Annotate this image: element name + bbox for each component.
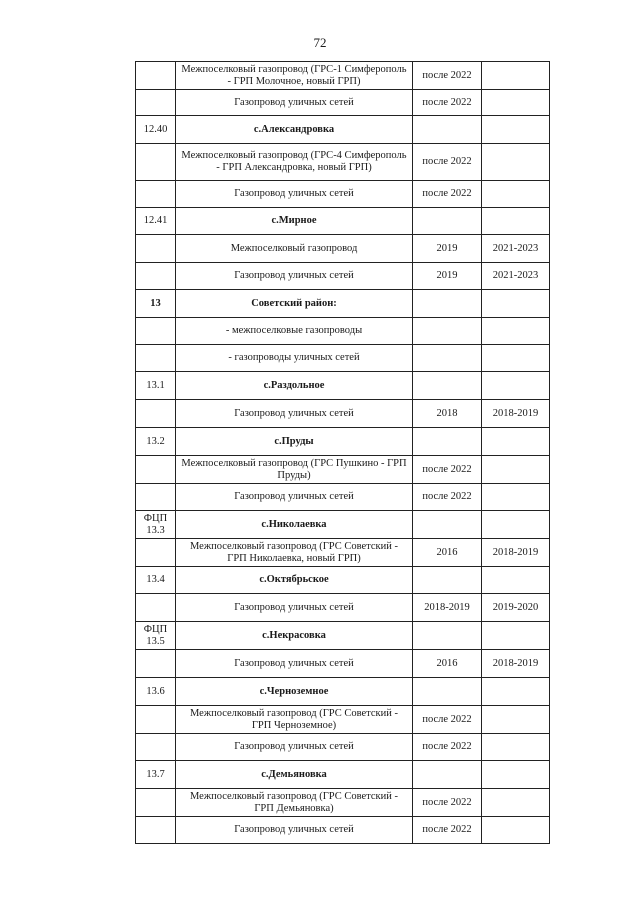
- period-end: [482, 372, 550, 400]
- row-number: [136, 345, 176, 372]
- period-end: 2021-2023: [482, 263, 550, 290]
- table-row: [136, 650, 550, 678]
- row-number: [136, 594, 176, 622]
- period-end: [482, 456, 550, 484]
- section-title: с.Некрасовка: [176, 622, 413, 650]
- object-name: Межпоселковый газопровод (ГРС Советский - ГРП Демьяновка): [176, 789, 413, 817]
- period-end: [482, 116, 550, 144]
- row-number: [136, 235, 176, 263]
- period-end: [482, 817, 550, 844]
- row-number: ФЦП 13.5: [136, 622, 176, 650]
- period-end: [482, 345, 550, 372]
- section-title: Советский район:: [176, 290, 413, 318]
- table-row: [136, 144, 550, 181]
- section-row: [136, 372, 550, 400]
- row-number: 13.1: [136, 372, 176, 400]
- period-start: после 2022: [413, 90, 482, 116]
- period-end: 2018-2019: [482, 400, 550, 428]
- table-row: [136, 90, 550, 116]
- period-end: [482, 706, 550, 734]
- table-row: [136, 62, 550, 90]
- period-end: [482, 90, 550, 116]
- period-end: [482, 484, 550, 511]
- period-end: [482, 290, 550, 318]
- row-number: 13.7: [136, 761, 176, 789]
- section-title: с.Александровка: [176, 116, 413, 144]
- row-number: [136, 318, 176, 345]
- period-start: после 2022: [413, 484, 482, 511]
- object-name: Газопровод уличных сетей: [176, 90, 413, 116]
- object-name: Межпоселковый газопровод (ГРС Пушкино - ГРП Пруды): [176, 456, 413, 484]
- table-row: [136, 734, 550, 761]
- period-start: [413, 345, 482, 372]
- period-start: после 2022: [413, 706, 482, 734]
- page-number: 72: [313, 35, 327, 50]
- table-row: [136, 181, 550, 208]
- period-start: 2018: [413, 400, 482, 428]
- period-start: [413, 428, 482, 456]
- section-row: [136, 116, 550, 144]
- period-end: [482, 318, 550, 345]
- object-name: Межпоселковый газопровод (ГРС-1 Симферополь - ГРП Молочное, новый ГРП): [176, 62, 413, 90]
- period-start: [413, 290, 482, 318]
- period-start: [413, 567, 482, 594]
- object-name: Межпоселковый газопровод (ГРС-4 Симферополь - ГРП Александровка, новый ГРП): [176, 144, 413, 181]
- table-row: [136, 484, 550, 511]
- row-number: [136, 650, 176, 678]
- table-row: [136, 456, 550, 484]
- period-start: после 2022: [413, 456, 482, 484]
- row-number: ФЦП 13.3: [136, 511, 176, 539]
- period-start: 2018-2019: [413, 594, 482, 622]
- table-row: [136, 817, 550, 844]
- row-number: [136, 817, 176, 844]
- period-start: после 2022: [413, 734, 482, 761]
- row-number: [136, 263, 176, 290]
- row-number: 13.2: [136, 428, 176, 456]
- period-end: [482, 181, 550, 208]
- period-start: после 2022: [413, 62, 482, 90]
- period-end: [482, 62, 550, 90]
- period-start: [413, 622, 482, 650]
- section-title: с.Октябрьское: [176, 567, 413, 594]
- table-row: [136, 594, 550, 622]
- section-title: с.Пруды: [176, 428, 413, 456]
- row-number: [136, 144, 176, 181]
- period-end: 2021-2023: [482, 235, 550, 263]
- period-start: 2016: [413, 650, 482, 678]
- section-row: [136, 290, 550, 318]
- row-number: 13.4: [136, 567, 176, 594]
- row-number: [136, 539, 176, 567]
- row-number: [136, 181, 176, 208]
- period-end: [482, 511, 550, 539]
- period-start: [413, 678, 482, 706]
- table-row: [136, 789, 550, 817]
- period-start: [413, 761, 482, 789]
- period-start: 2016: [413, 539, 482, 567]
- section-title: с.Николаевка: [176, 511, 413, 539]
- period-end: [482, 622, 550, 650]
- row-number: [136, 706, 176, 734]
- table-row: [136, 400, 550, 428]
- table-row: [136, 706, 550, 734]
- object-name: - газопроводы уличных сетей: [176, 345, 413, 372]
- section-title: с.Раздольное: [176, 372, 413, 400]
- row-number: [136, 734, 176, 761]
- period-end: [482, 789, 550, 817]
- period-start: [413, 511, 482, 539]
- row-number: [136, 400, 176, 428]
- period-end: [482, 567, 550, 594]
- section-title: с.Демьяновка: [176, 761, 413, 789]
- table-row: [136, 263, 550, 290]
- row-number: [136, 456, 176, 484]
- object-name: Газопровод уличных сетей: [176, 594, 413, 622]
- section-row: [136, 678, 550, 706]
- object-name: - межпоселковые газопроводы: [176, 318, 413, 345]
- row-number: [136, 90, 176, 116]
- row-number: [136, 789, 176, 817]
- period-start: после 2022: [413, 181, 482, 208]
- period-end: [482, 734, 550, 761]
- object-name: Межпоселковый газопровод: [176, 235, 413, 263]
- row-number: 13.6: [136, 678, 176, 706]
- period-start: [413, 116, 482, 144]
- row-number: 12.40: [136, 116, 176, 144]
- period-end: [482, 144, 550, 181]
- period-start: 2019: [413, 263, 482, 290]
- table-row: [136, 345, 550, 372]
- period-end: [482, 428, 550, 456]
- period-end: 2018-2019: [482, 650, 550, 678]
- object-name: Газопровод уличных сетей: [176, 650, 413, 678]
- object-name: Межпоселковый газопровод (ГРС Советский - ГРП Черноземное): [176, 706, 413, 734]
- row-number: 13: [136, 290, 176, 318]
- section-title: с.Черноземное: [176, 678, 413, 706]
- period-start: 2019: [413, 235, 482, 263]
- object-name: Газопровод уличных сетей: [176, 484, 413, 511]
- section-row: [136, 511, 550, 539]
- period-end: 2018-2019: [482, 539, 550, 567]
- section-row: [136, 622, 550, 650]
- row-number: [136, 484, 176, 511]
- object-name: Газопровод уличных сетей: [176, 734, 413, 761]
- table-row: [136, 318, 550, 345]
- row-number: 12.41: [136, 208, 176, 235]
- object-name: Газопровод уличных сетей: [176, 817, 413, 844]
- program-table: [135, 61, 550, 844]
- object-name: Газопровод уличных сетей: [176, 181, 413, 208]
- period-start: [413, 318, 482, 345]
- table-row: [136, 539, 550, 567]
- section-row: [136, 761, 550, 789]
- object-name: Газопровод уличных сетей: [176, 400, 413, 428]
- period-end: [482, 761, 550, 789]
- table-body: [136, 62, 550, 844]
- period-end: [482, 208, 550, 235]
- period-start: после 2022: [413, 789, 482, 817]
- section-title: с.Мирное: [176, 208, 413, 235]
- section-row: [136, 567, 550, 594]
- period-start: [413, 372, 482, 400]
- section-row: [136, 208, 550, 235]
- period-end: [482, 678, 550, 706]
- object-name: Газопровод уличных сетей: [176, 263, 413, 290]
- object-name: Межпоселковый газопровод (ГРС Советский - ГРП Николаевка, новый ГРП): [176, 539, 413, 567]
- section-row: [136, 428, 550, 456]
- period-start: после 2022: [413, 144, 482, 181]
- period-start: [413, 208, 482, 235]
- period-end: 2019-2020: [482, 594, 550, 622]
- period-start: после 2022: [413, 817, 482, 844]
- table-row: [136, 235, 550, 263]
- row-number: [136, 62, 176, 90]
